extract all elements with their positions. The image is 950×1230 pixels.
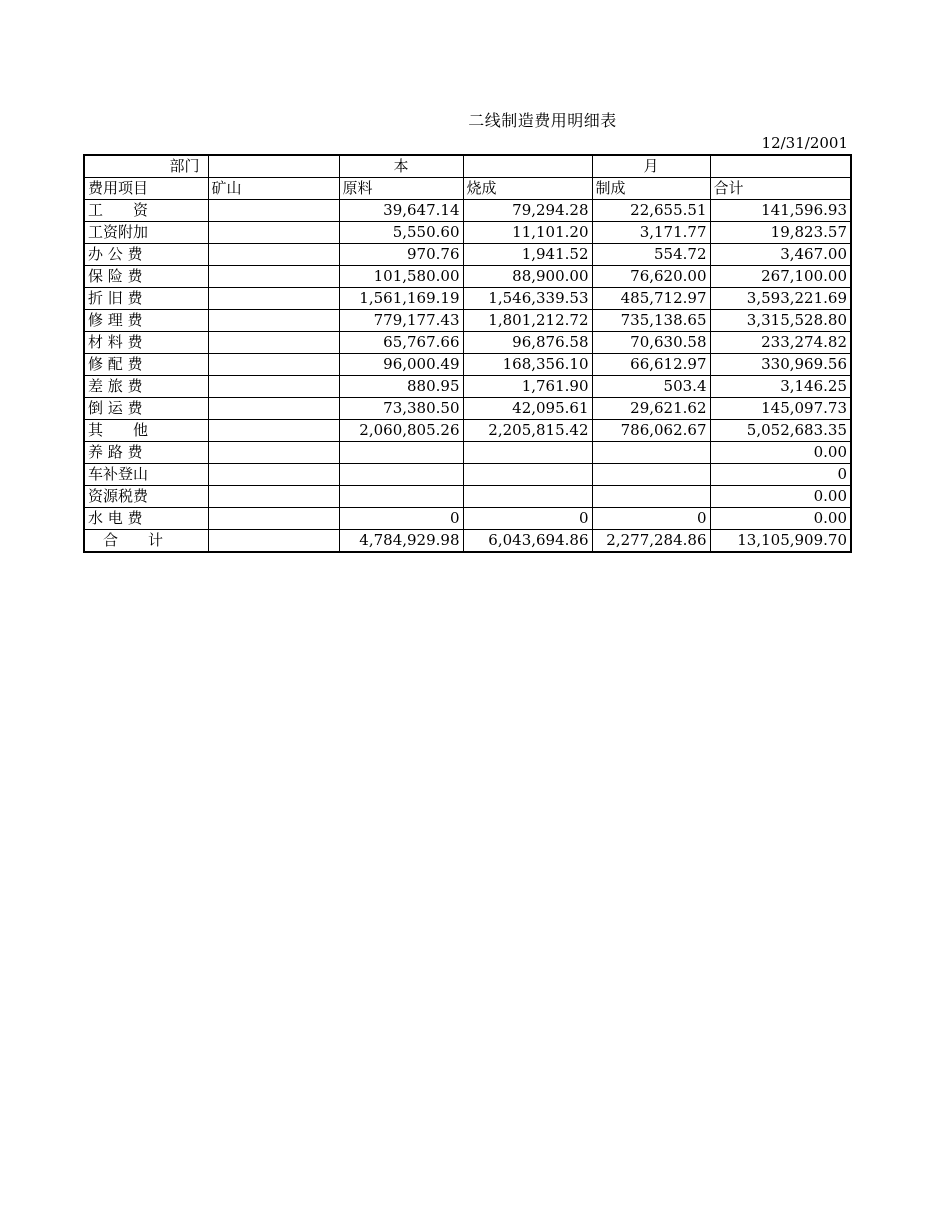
header-dept: 部门 xyxy=(84,155,208,178)
row-label: 其 他 xyxy=(84,420,208,442)
report-date: 12/31/2001 xyxy=(761,134,848,152)
cell-zhicheng: 485,712.97 xyxy=(592,288,710,310)
cell-zhicheng: 503.4 xyxy=(592,376,710,398)
cell-zhicheng: 735,138.65 xyxy=(592,310,710,332)
cell-shaocheng: 1,941.52 xyxy=(463,244,592,266)
cell-kuangshan xyxy=(208,288,339,310)
cell-kuangshan xyxy=(208,420,339,442)
cell-heji: 0.00 xyxy=(710,442,851,464)
row-label: 养 路 费 xyxy=(84,442,208,464)
cell-zhicheng: 22,655.51 xyxy=(592,200,710,222)
row-label: 车补登山 xyxy=(84,464,208,486)
cell-heji: 141,596.93 xyxy=(710,200,851,222)
header-row-1 xyxy=(84,155,851,178)
cell-kuangshan xyxy=(208,486,339,508)
cell-kuangshan xyxy=(208,200,339,222)
row-label: 修 理 费 xyxy=(84,310,208,332)
cell-shaocheng: 6,043,694.86 xyxy=(463,530,592,553)
cell-heji: 3,146.25 xyxy=(710,376,851,398)
cell-yuanliao: 4,784,929.98 xyxy=(339,530,463,553)
cell-kuangshan xyxy=(208,530,339,553)
table-row xyxy=(84,442,851,464)
cell-zhicheng: 29,621.62 xyxy=(592,398,710,420)
cell-shaocheng: 168,356.10 xyxy=(463,354,592,376)
cell-yuanliao: 73,380.50 xyxy=(339,398,463,420)
cell-shaocheng: 79,294.28 xyxy=(463,200,592,222)
cell-heji: 0.00 xyxy=(710,508,851,530)
cell-heji: 3,593,221.69 xyxy=(710,288,851,310)
cell-kuangshan xyxy=(208,354,339,376)
cell-zhicheng: 70,630.58 xyxy=(592,332,710,354)
cell-kuangshan xyxy=(208,266,339,288)
cell-shaocheng xyxy=(463,442,592,464)
cell-heji: 233,274.82 xyxy=(710,332,851,354)
cell-kuangshan xyxy=(208,442,339,464)
header-empty xyxy=(463,155,592,178)
cell-zhicheng: 0 xyxy=(592,508,710,530)
cell-kuangshan xyxy=(208,310,339,332)
header-empty xyxy=(208,155,339,178)
cell-shaocheng: 96,876.58 xyxy=(463,332,592,354)
cell-kuangshan xyxy=(208,244,339,266)
cell-shaocheng: 1,546,339.53 xyxy=(463,288,592,310)
cell-shaocheng: 1,801,212.72 xyxy=(463,310,592,332)
cell-kuangshan xyxy=(208,222,339,244)
table-row xyxy=(84,376,851,398)
table-row xyxy=(84,288,851,310)
cell-shaocheng: 0 xyxy=(463,508,592,530)
cell-yuanliao: 65,767.66 xyxy=(339,332,463,354)
row-label: 保 险 费 xyxy=(84,266,208,288)
cell-shaocheng: 2,205,815.42 xyxy=(463,420,592,442)
cell-heji: 0 xyxy=(710,464,851,486)
row-label: 折 旧 费 xyxy=(84,288,208,310)
table-row xyxy=(84,332,851,354)
row-label: 修 配 费 xyxy=(84,354,208,376)
row-label: 合 计 xyxy=(84,530,208,553)
header-zhicheng: 制成 xyxy=(592,178,710,200)
cell-yuanliao xyxy=(339,442,463,464)
header-row-2 xyxy=(84,178,851,200)
cell-heji: 3,467.00 xyxy=(710,244,851,266)
table-row xyxy=(84,508,851,530)
cell-kuangshan xyxy=(208,376,339,398)
cell-zhicheng: 3,171.77 xyxy=(592,222,710,244)
cell-yuanliao: 2,060,805.26 xyxy=(339,420,463,442)
cell-shaocheng xyxy=(463,464,592,486)
header-yue: 月 xyxy=(592,155,710,178)
table-row xyxy=(84,354,851,376)
table-row xyxy=(84,398,851,420)
cell-heji: 3,315,528.80 xyxy=(710,310,851,332)
header-shaocheng: 烧成 xyxy=(463,178,592,200)
table-row xyxy=(84,486,851,508)
cell-zhicheng: 76,620.00 xyxy=(592,266,710,288)
cell-heji: 19,823.57 xyxy=(710,222,851,244)
table-row xyxy=(84,222,851,244)
row-label: 工 资 xyxy=(84,200,208,222)
row-label: 倒 运 费 xyxy=(84,398,208,420)
header-ben: 本 xyxy=(339,155,463,178)
total-row xyxy=(84,530,851,553)
cell-yuanliao: 970.76 xyxy=(339,244,463,266)
table-row xyxy=(84,464,851,486)
cell-kuangshan xyxy=(208,398,339,420)
cell-kuangshan xyxy=(208,508,339,530)
cell-yuanliao: 0 xyxy=(339,508,463,530)
row-label: 工资附加 xyxy=(84,222,208,244)
header-kuangshan: 矿山 xyxy=(208,178,339,200)
cell-heji: 145,097.73 xyxy=(710,398,851,420)
table-row xyxy=(84,200,851,222)
cell-heji: 5,052,683.35 xyxy=(710,420,851,442)
row-label: 差 旅 费 xyxy=(84,376,208,398)
report-title: 二线制造费用明细表 xyxy=(468,111,617,130)
cell-shaocheng: 42,095.61 xyxy=(463,398,592,420)
cell-yuanliao: 1,561,169.19 xyxy=(339,288,463,310)
cell-yuanliao: 779,177.43 xyxy=(339,310,463,332)
table-row xyxy=(84,420,851,442)
cell-heji: 13,105,909.70 xyxy=(710,530,851,553)
cell-shaocheng: 88,900.00 xyxy=(463,266,592,288)
cell-shaocheng: 11,101.20 xyxy=(463,222,592,244)
cell-yuanliao: 39,647.14 xyxy=(339,200,463,222)
header-yuanliao: 原料 xyxy=(339,178,463,200)
header-empty xyxy=(710,155,851,178)
cell-zhicheng: 2,277,284.86 xyxy=(592,530,710,553)
row-label: 材 料 费 xyxy=(84,332,208,354)
cell-heji: 0.00 xyxy=(710,486,851,508)
cell-yuanliao: 101,580.00 xyxy=(339,266,463,288)
cell-zhicheng xyxy=(592,442,710,464)
row-label: 水 电 费 xyxy=(84,508,208,530)
row-label: 办 公 费 xyxy=(84,244,208,266)
cell-heji: 330,969.56 xyxy=(710,354,851,376)
header-item: 费用项目 xyxy=(84,178,208,200)
table-row xyxy=(84,310,851,332)
cell-kuangshan xyxy=(208,464,339,486)
cell-zhicheng xyxy=(592,464,710,486)
cell-yuanliao: 5,550.60 xyxy=(339,222,463,244)
cell-shaocheng: 1,761.90 xyxy=(463,376,592,398)
cell-yuanliao xyxy=(339,486,463,508)
cell-shaocheng xyxy=(463,486,592,508)
cell-zhicheng: 786,062.67 xyxy=(592,420,710,442)
expense-table xyxy=(83,154,852,553)
row-label: 资源税费 xyxy=(84,486,208,508)
cell-heji: 267,100.00 xyxy=(710,266,851,288)
cell-kuangshan xyxy=(208,332,339,354)
header-heji: 合计 xyxy=(710,178,851,200)
cell-zhicheng xyxy=(592,486,710,508)
cell-yuanliao: 96,000.49 xyxy=(339,354,463,376)
cell-zhicheng: 66,612.97 xyxy=(592,354,710,376)
cell-yuanliao xyxy=(339,464,463,486)
cell-yuanliao: 880.95 xyxy=(339,376,463,398)
table-row xyxy=(84,266,851,288)
cell-zhicheng: 554.72 xyxy=(592,244,710,266)
table-row xyxy=(84,244,851,266)
